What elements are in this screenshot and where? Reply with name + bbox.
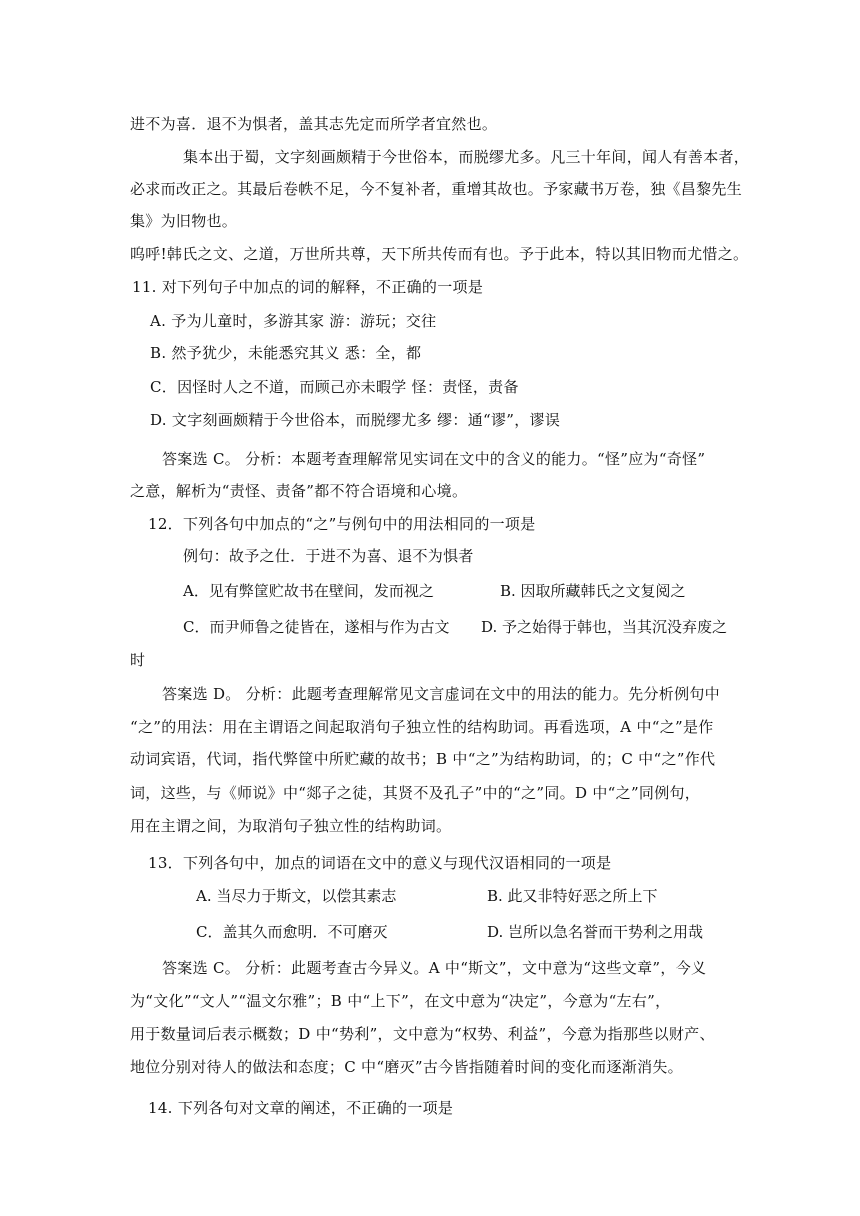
question-13-option-a: A. 当尽力于斯文，以偿其素志 [196,887,397,905]
question-12-answer: 答案选 D。 分析：此题考查理解常见文言虚词在文中的用法的能力。先分析例句中 [162,685,720,703]
question-11-answer: 答案选 C。 分析：本题考查理解常见实词在文中的含义的能力。“怪”应为“奇怪” [162,450,706,468]
question-12-answer: 用在主谓之间，为取消句子独立性的结构助词。 [130,817,452,835]
question-12-option-c: C．而尹师鲁之徒皆在，遂相与作为古文 [183,618,450,636]
question-12-answer: “之”的用法：用在主谓语之间起取消句子独立性的结构助词。再看选项，A 中“之”是作 [130,718,714,736]
question-14-stem: 14. 下列各句对文章的阐述，不正确的一项是 [148,1099,454,1117]
question-11-answer: 之意，解析为“责怪、责备”都不符合语境和心境。 [130,482,468,500]
question-12-answer: 动词宾语，代词，指代弊筐中所贮藏的故书；B 中“之”为结构助词，的；C 中“之”作代 [130,750,716,768]
question-13-answer: 地位分别对待人的做法和态度；C 中“磨灭”古今皆指随着时间的变化而逐渐消失。 [130,1058,683,1076]
question-12-option-d: D. 予之始得于韩也，当其沉没弃废之 [481,618,728,636]
question-13-stem: 13．下列各句中，加点的词语在文中的意义与现代汉语相同的一项是 [148,854,612,872]
question-11-stem: 11. 对下列句子中加点的词的解释，不正确的一项是 [132,278,484,296]
question-12-example: 例句：故予之仕．于进不为喜、退不为惧者 [183,547,474,565]
question-13-option-c: C．盖其久而愈明．不可磨灭 [196,923,388,941]
question-12-stem: 12．下列各句中加点的“之”与例句中的用法相同的一项是 [148,515,536,533]
passage-line: 集本出于蜀，文字刻画颇精于今世俗本，而脱缪尤多。凡三十年间，闻人有善本者， [183,148,750,166]
question-12-answer: 词，这些，与《师说》中“郯子之徒，其贤不及孔子”中的“之”同。D 中“之”同例句， [130,784,701,802]
passage-line: 必求而改正之。其最后卷帙不足，今不复补者，重增其故也。予家藏书万卷，独《昌黎先生 [130,180,743,198]
question-11-option-a: A. 予为儿童时，多游其家 游：游玩；交往 [150,312,437,330]
passage-line: 进不为喜．退不为惧者，盖其志先定而所学者宜然也。 [130,115,498,133]
question-13-answer: 答案选 C。 分析：此题考查古今异义。A 中“斯文”，文中意为“这些文章”，今义 [162,959,707,977]
passage-line: 集》为旧物也。 [130,212,238,230]
question-13-answer: 为“文化”“文人”“温文尔雅”；B 中“上下”，在文中意为“决定”，今意为“左右”， [130,992,671,1010]
question-13-option-b: B. 此又非特好恶之所上下 [487,887,658,905]
question-13-option-d: D. 岂所以急名誉而干势利之用哉 [487,923,704,941]
question-12-option-b: B. 因取所藏韩氏之文复阅之 [500,582,686,600]
question-11-option-d: D. 文字刻画颇精于今世俗本，而脱缪尤多 缪：通“谬”，谬误 [150,411,561,429]
passage-line: 呜呼!韩氏之文、之道，万世所共尊，天下所共传而有也。予于此本，特以其旧物而尤惜之。 [130,245,749,263]
question-11-option-c: C．因怪时人之不道，而顾己亦未暇学 怪：责怪，责备 [150,378,519,396]
question-11-option-b: B. 然予犹少，未能悉究其义 悉：全，都 [150,344,422,362]
question-12-option-a: A．见有弊筐贮故书在壁间，发而视之 [183,582,434,600]
question-13-answer: 用于数量词后表示概数；D 中“势利”，文中意为“权势、利益”，今意为指那些以财产、 [130,1025,715,1043]
question-12-option-d-continued: 时 [130,651,146,669]
